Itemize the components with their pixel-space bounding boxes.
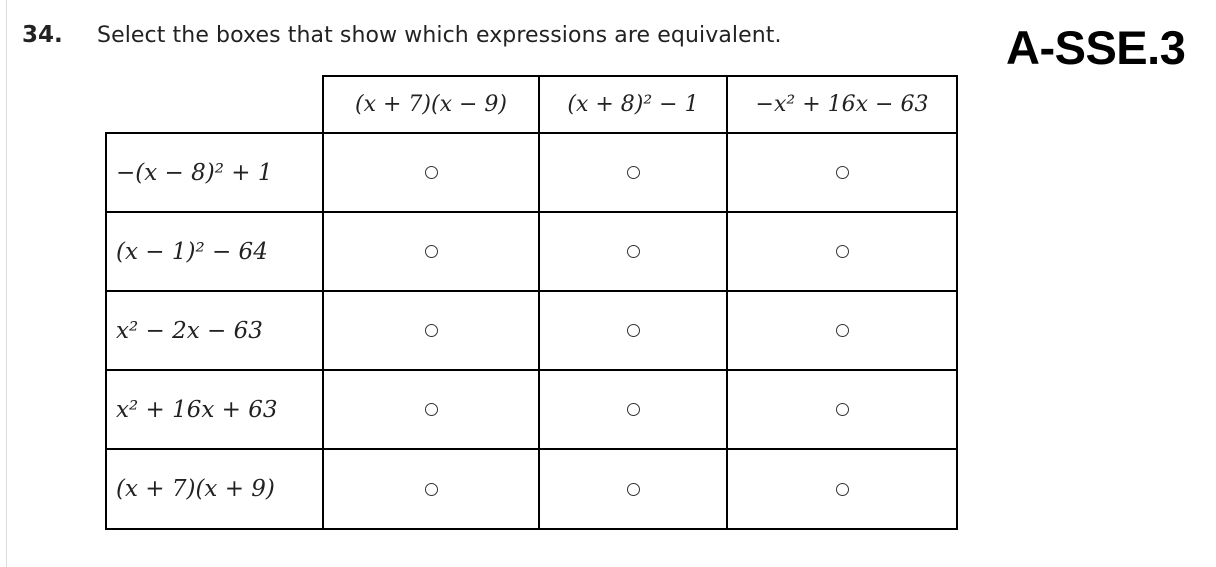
answer-radio-r5-c3[interactable] [836,483,849,496]
answer-cell-r3-c3 [726,290,958,371]
answer-cell-r4-c3 [726,369,958,450]
answer-radio-r4-c3[interactable] [836,403,849,416]
answer-radio-r5-c2[interactable] [627,483,640,496]
answer-radio-r2-c2[interactable] [627,245,640,258]
column-header-3-label: −x² + 16x − 63 [755,92,929,117]
row-label-3-text: x² − 2x − 63 [116,317,263,344]
answer-cell-r3-c2 [538,290,728,371]
standard-code: A-SSE.3 [1006,21,1186,74]
answer-radio-r1-c3[interactable] [836,166,849,179]
column-header-1 [322,75,540,134]
answer-radio-r3-c1[interactable] [425,324,438,337]
answer-cell-r4-c1 [322,369,540,450]
answer-cell-r5-c3 [726,448,958,530]
answer-radio-r1-c1[interactable] [425,166,438,179]
row-label-4-text: x² + 16x + 63 [116,396,278,423]
row-label-1-text: −(x − 8)² + 1 [116,159,273,186]
column-header-3 [726,75,958,134]
answer-cell-r2-c1 [322,211,540,292]
answer-radio-r4-c1[interactable] [425,403,438,416]
answer-radio-r5-c1[interactable] [425,483,438,496]
row-label-2 [105,211,324,292]
question-number: 34. [22,22,63,48]
answer-cell-r1-c2 [538,132,728,213]
row-label-3 [105,290,324,371]
row-label-4 [105,369,324,450]
answer-cell-r1-c3 [726,132,958,213]
column-header-2 [538,75,728,134]
column-header-1-label: (x + 7)(x − 9) [355,92,507,117]
answer-cell-r1-c1 [322,132,540,213]
answer-radio-r1-c2[interactable] [627,166,640,179]
answer-cell-r3-c1 [322,290,540,371]
answer-radio-r2-c3[interactable] [836,245,849,258]
answer-cell-r2-c2 [538,211,728,292]
answer-radio-r3-c2[interactable] [627,324,640,337]
answer-cell-r4-c2 [538,369,728,450]
answer-radio-r2-c1[interactable] [425,245,438,258]
answer-radio-r4-c2[interactable] [627,403,640,416]
row-label-1 [105,132,324,213]
answer-cell-r2-c3 [726,211,958,292]
answer-radio-r3-c3[interactable] [836,324,849,337]
answer-cell-r5-c2 [538,448,728,530]
row-label-2-text: (x − 1)² − 64 [116,238,268,265]
answer-cell-r5-c1 [322,448,540,530]
row-label-5 [105,448,324,530]
row-label-5-text: (x + 7)(x + 9) [116,476,275,502]
question-prompt: Select the boxes that show which expressions are equivalent. [97,23,782,48]
column-header-2-label: (x + 8)² − 1 [567,92,699,117]
